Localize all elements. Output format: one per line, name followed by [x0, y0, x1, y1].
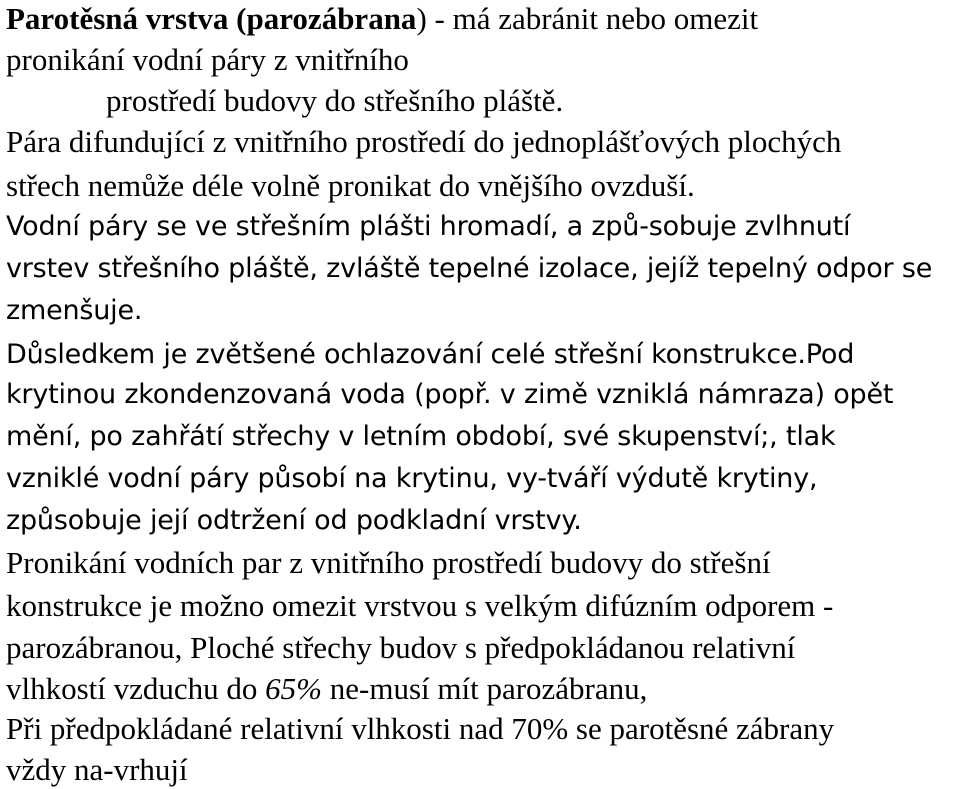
text-line-16: parozábranou, Ploché střechy budov s předpokládanou relativní	[6, 630, 796, 665]
text-line-17-after: ne-musí mít parozábranu,	[322, 671, 648, 706]
text-line-11: mění, po zahřátí střechy v letním období, své skupenství;, tlak	[6, 421, 836, 452]
text-line-12: vzniklé vodní páry působí na krytinu, vy-tváří výdutě krytiny,	[6, 463, 818, 494]
text-line-9: Důsledkem je zvětšené ochlazování celé střešní konstrukce.Pod	[6, 339, 855, 370]
text-line-7: vrstev střešního pláště, zvláště tepelné izolace, jejíž tepelný odpor se	[6, 253, 933, 284]
text-line-6: Vodní páry se ve střešním plášti hromadí, a způ-sobuje zvlhnutí	[6, 211, 851, 242]
text-line-17-before: vlhkostí vzduchu do	[6, 671, 266, 706]
text-line-13: způsobuje její odtržení od podkladní vrstvy.	[6, 505, 582, 536]
humidity-percent-65: 65%	[265, 671, 322, 706]
text-line-17	[6, 673, 647, 704]
text-line-10: krytinou zkondenzovaná voda (popř. v zimě vzniklá námraza) opět	[6, 379, 894, 410]
text-line-18: Při předpokládané relativní vlhkosti nad 70% se parotěsné zábrany	[6, 711, 835, 746]
text-line-1-rest: ) - má zabránit nebo omezit	[416, 1, 759, 36]
text-line-14: Pronikání vodních par z vnitřního prostředí budovy do střešní	[6, 545, 771, 580]
text-line-3: prostředí budovy do střešního pláště.	[106, 83, 564, 118]
text-line-1	[6, 3, 758, 34]
text-line-2: pronikání vodní páry z vnitřního	[6, 42, 409, 77]
text-line-4: Pára difundující z vnitřního prostředí do jednoplášťových plochých	[6, 124, 842, 159]
text-line-5: střech nemůže déle volně pronikat do vnějšího ovzduší.	[6, 168, 695, 203]
text-line-15: konstrukce je možno omezit vrstvou s velkým difúzním odporem -	[6, 588, 834, 623]
text-line-19: vždy na-vrhují	[6, 752, 188, 787]
term-vapor-barrier: Parotěsná vrstva (parozábrana	[6, 1, 417, 36]
text-line-8: zmenšuje.	[6, 295, 143, 326]
